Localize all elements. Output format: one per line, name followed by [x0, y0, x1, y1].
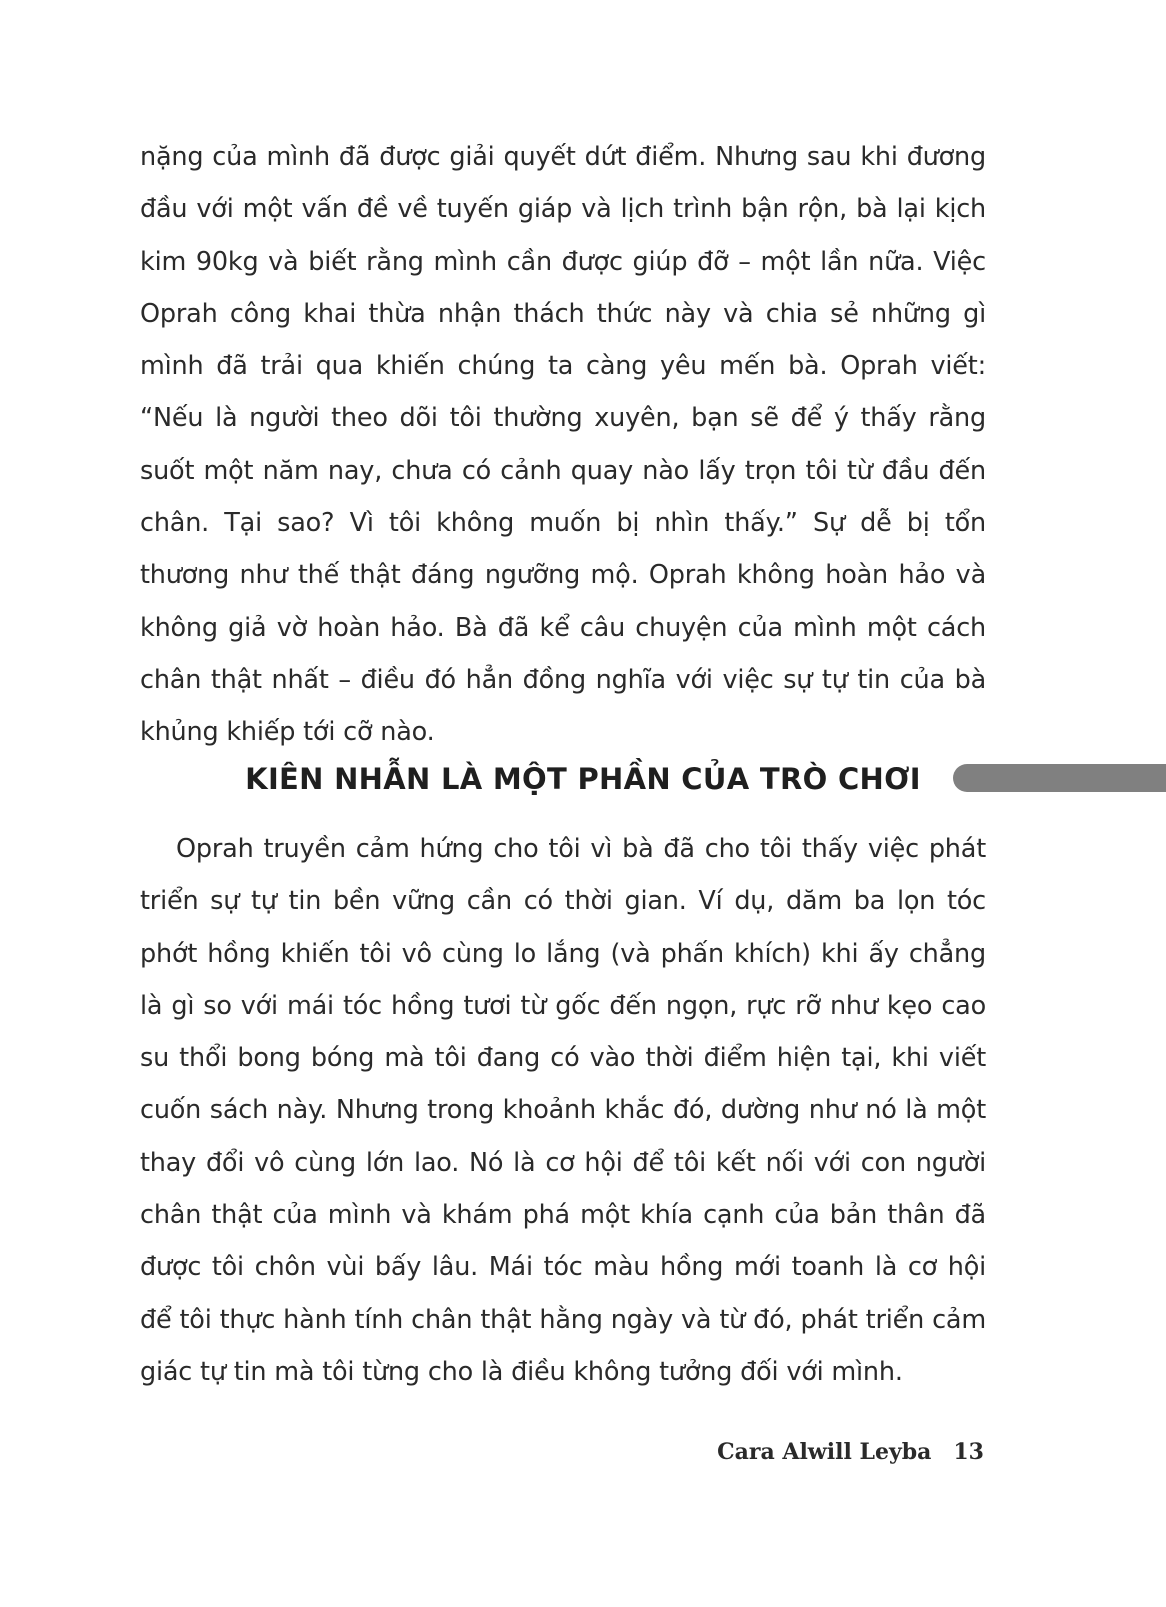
heading-decorative-bar [953, 764, 1166, 792]
section-heading: KIÊN NHẪN LÀ MỘT PHẦN CỦA TRÒ CHƠI [245, 762, 921, 796]
body-paragraph-1: nặng của mình đã được giải quyết dứt điểm. Nhưng sau khi đương đầu với một vấn đề về tuyến giáp và lịch trình bận rộn, bà lại kịch kim 90kg và biết rằng mình cần được giúp đỡ – một lần nữa. Việc Oprah công khai thừa nhận thách thức này và chia sẻ những gì mình đã trải qua khiến chúng ta càng yêu mến bà. Oprah viết: “Nếu là người theo dõi tôi thường xuyên, bạn sẽ để ý thấy rằng suốt một năm nay, chưa có cảnh quay nào lấy trọn tôi từ đầu đến chân. Tại sao? Vì tôi không muốn bị nhìn thấy.” Sự dễ bị tổn thương như thế thật đáng ngưỡng mộ. Oprah không hoàn hảo và không giả vờ hoàn hảo. Bà đã kể câu chuyện của mình một cách chân thật nhất – điều đó hẳn đồng nghĩa với việc sự tự tin của bà khủng khiếp tới cỡ nào. [140, 142, 986, 748]
page-number: 13 [953, 1439, 984, 1465]
body-paragraph-2: Oprah truyền cảm hứng cho tôi vì bà đã cho tôi thấy việc phát triển sự tự tin bền vững cần có thời gian. Ví dụ, dăm ba lọn tóc phớt hồng khiến tôi vô cùng lo lắng (và phấn khích) khi ấy chẳng là gì so với mái tóc hồng tươi từ gốc đến ngọn, rực rỡ như kẹo cao su thổi bong bóng mà tôi đang có vào thời điểm hiện tại, khi viết cuốn sách này. Nhưng trong khoảnh khắc đó, dường như nó là một thay đổi vô cùng lớn lao. Nó là cơ hội để tôi kết nối với con người chân thật của mình và khám phá một khía cạnh của bản thân đã được tôi chôn vùi bấy lâu. Mái tóc màu hồng mới toanh là cơ hội để tôi thực hành tính chân thật hằng ngày và từ đó, phát triển cảm giác tự tin mà tôi từng cho là điều không tưởng đối với mình. [140, 834, 986, 1387]
footer-author: Cara Alwill Leyba [717, 1439, 932, 1465]
page-footer [717, 1432, 984, 1472]
